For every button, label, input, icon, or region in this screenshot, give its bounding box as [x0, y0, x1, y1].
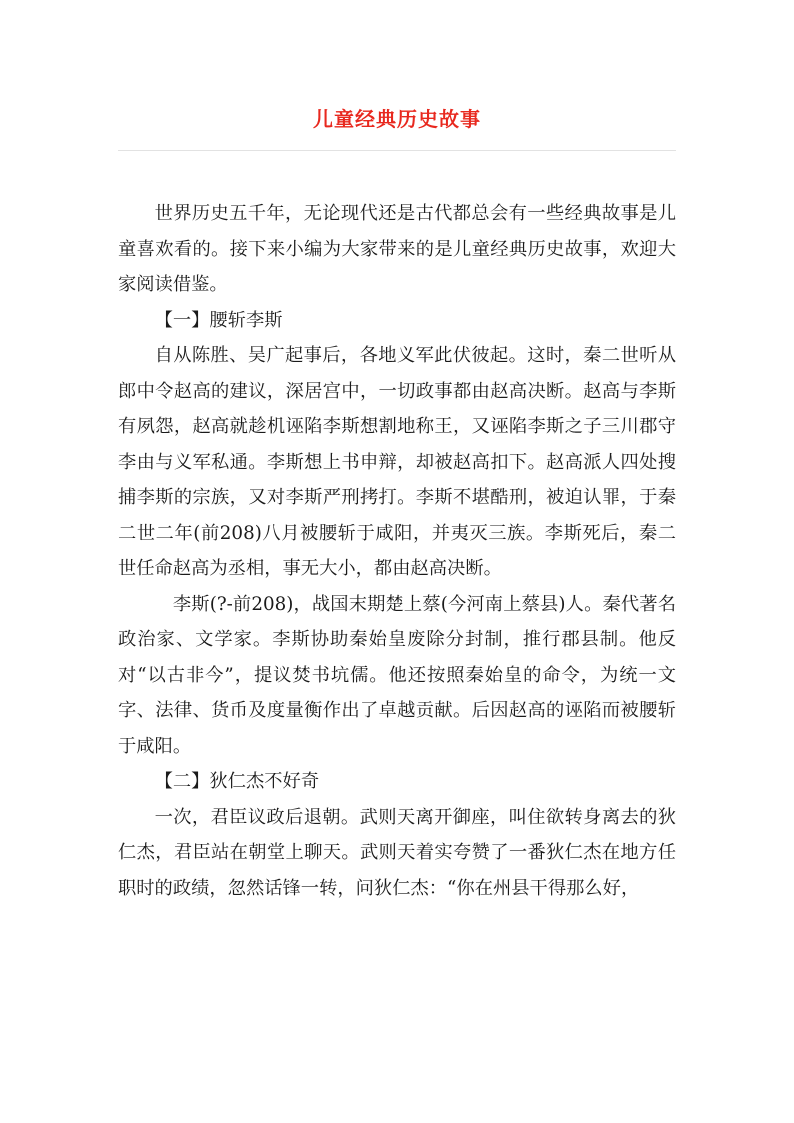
document-body — [118, 196, 676, 906]
story-paragraph: 自从陈胜、吴广起事后，各地义军此伏彼起。这时，秦二世听从郎中令赵高的建议，深居宫中，一切政事都由赵高决断。赵高与李斯有夙怨，赵高就趁机诬陷李斯想割地称王，又诬陷李斯之子三川郡守李由与义军私通。李斯想上书申辩，却被赵高扣下。赵高派人四处搜捕李斯的宗族，又对李斯严刑拷打。李斯不堪酷刑，被迫认罪，于秦二世二年(前208)八月被腰斩于咸阳，并夷灭三族。李斯死后，秦二世任命赵高为丞相，事无大小，都由赵高决断。 — [118, 345, 676, 579]
document-title: 儿童经典历史故事 — [313, 107, 481, 131]
section-heading-1: 【一】腰斩李斯 — [154, 309, 283, 331]
section-heading-2: 【二】狄仁杰不好奇 — [154, 771, 320, 792]
intro-paragraph: 世界历史五千年，无论现代还是古代都总会有一些经典故事是儿童喜欢看的。接下来小编为大家带来的是儿童经典历史故事，欢迎大家阅读借鉴。 — [118, 203, 676, 295]
story-paragraph: 一次，君臣议政后退朝。武则天离开御座，叫住欲转身离去的狄仁杰，君臣站在朝堂上聊天。武则天着实夸赞了一番狄仁杰在地方任职时的政绩，忽然话锋一转，问狄仁杰：“你在州县干得那么好， — [118, 806, 676, 899]
title-divider — [118, 150, 676, 151]
biography-paragraph: 李斯(?-前208)，战国末期楚上蔡(今河南上蔡县)人。秦代著名政治家、文学家。李斯协助秦始皇废除分封制，推行郡县制。他反对“以古非今”，提议焚书坑儒。他还按照秦始皇的命令，为统一文字、法律、货币及度量衡作出了卓越贡献。后因赵高的诬陷而被腰斩于咸阳。 — [118, 593, 676, 757]
